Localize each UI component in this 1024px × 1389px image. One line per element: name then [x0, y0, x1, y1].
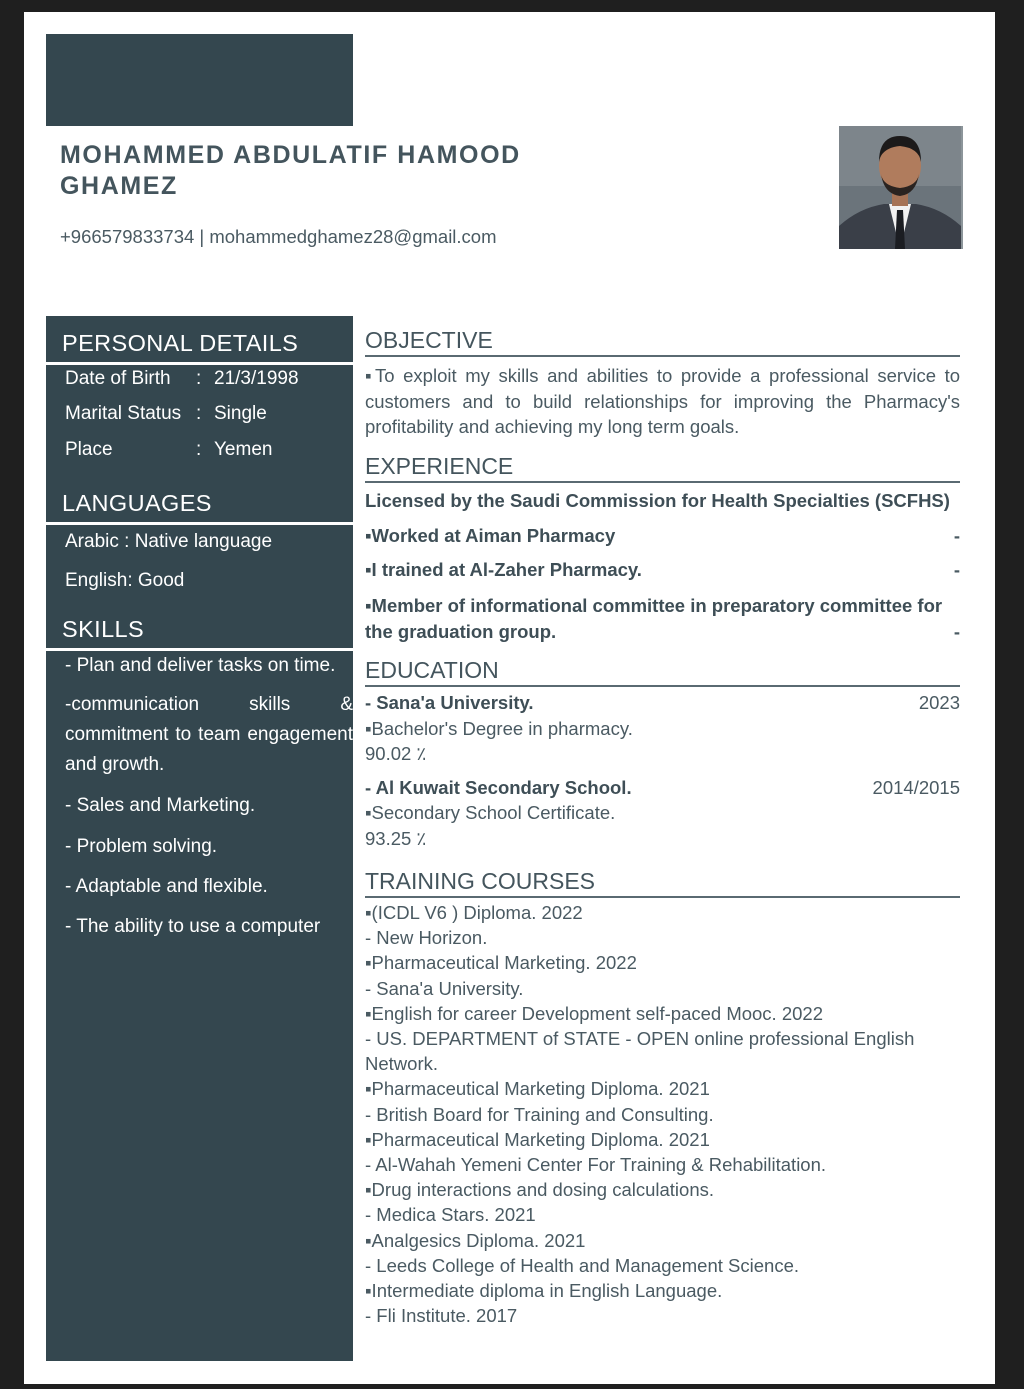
experience-heading: EXPERIENCE [365, 452, 960, 483]
experience-dash: - [953, 559, 960, 580]
skill-item: - Problem solving. [65, 836, 218, 857]
education-grade: 90.02 ٪ [365, 743, 427, 764]
languages-heading: LANGUAGES [62, 490, 212, 516]
experience-dash: - [953, 525, 960, 546]
license-statement: Licensed by the Saudi Commission for Health Specialties (SCFHS) [365, 490, 950, 511]
experience-dash: - [953, 621, 960, 642]
education-degree: ▪Bachelor's Degree in pharmacy. [365, 718, 633, 739]
training-item: ▪Pharmaceutical Marketing Diploma. 2021 [365, 1128, 710, 1150]
dob-label: Date of Birth [65, 368, 171, 389]
education-grade: 93.25 ٪ [365, 828, 427, 849]
objective-text: ▪To exploit my skills and abilities to provide a professional service to customers and to build relationships for improving the Pharmacy's profitability and achieving my long term goals. [365, 365, 960, 437]
language-item: English: Good [65, 570, 185, 591]
training-item: ▪(ICDL V6 ) Diploma. 2022 [365, 902, 583, 923]
objective-heading: OBJECTIVE [365, 326, 960, 357]
training-item: - British Board for Training and Consulting. [365, 1103, 714, 1125]
portrait-icon [839, 126, 961, 249]
experience-item [365, 593, 960, 644]
personal-details-rule [46, 362, 353, 365]
skills-rule [46, 648, 353, 651]
candidate-name [60, 140, 620, 202]
experience-text: ▪Worked at Aiman Pharmacy [365, 525, 616, 546]
dob-colon: : [196, 368, 202, 389]
experience-text: ▪I trained at Al-Zaher Pharmacy. [365, 559, 642, 580]
languages-rule [46, 522, 353, 525]
training-item: - New Horizon. [365, 927, 488, 949]
skill-item: - The ability to use a computer [65, 916, 321, 937]
experience-item [365, 523, 960, 549]
skill-item: - Plan and deliver tasks on time. [65, 655, 336, 676]
place-label: Place [65, 439, 113, 460]
experience-text: ▪Member of informational committee in preparatory committee for the graduation group. [365, 595, 943, 642]
marital-status-label: Marital Status [65, 403, 182, 424]
header-color-block [46, 34, 353, 126]
main-column [365, 316, 960, 1366]
training-item: - Fli Institute. 2017 [365, 1305, 518, 1327]
skills-heading: SKILLS [62, 616, 145, 642]
training-item: ▪English for career Development self-paced Mooc. 2022 [365, 1002, 823, 1024]
name-line-1: MOHAMMED ABDULATIF HAMOOD [60, 141, 521, 169]
training-item: - Al-Wahah Yemeni Center For Training & Rehabilitation. [365, 1154, 827, 1176]
place-colon: : [196, 439, 202, 460]
language-item: Arabic : Native language [65, 531, 273, 552]
place-value: Yemen [214, 439, 273, 460]
skill-item: - Adaptable and flexible. [65, 876, 268, 897]
name-line-2: GHAMEZ [60, 172, 178, 200]
experience-item [365, 557, 960, 583]
skill-item: -communication skills & commitment to team engagement and growth. [65, 694, 353, 775]
skill-item: - Sales and Marketing. [65, 795, 256, 816]
profile-photo [839, 126, 961, 249]
resume-page [24, 12, 995, 1384]
education-year: 2023 [918, 692, 960, 713]
training-heading: TRAINING COURSES [365, 867, 960, 898]
sidebar [46, 316, 353, 1361]
training-item: - Leeds College of Health and Management Science. [365, 1254, 799, 1276]
training-item: ▪Pharmaceutical Marketing. 2022 [365, 952, 637, 974]
contact-info[interactable]: +966579833734 | mohammedghamez28@gmail.com [60, 226, 497, 247]
education-degree: ▪Secondary School Certificate. [365, 802, 616, 823]
training-item: ▪Drug interactions and dosing calculations. [365, 1179, 715, 1201]
training-list [365, 900, 960, 1328]
training-item: - Medica Stars. 2021 [365, 1204, 536, 1226]
training-item: ▪Analgesics Diploma. 2021 [365, 1229, 586, 1251]
photo-divider [961, 126, 963, 249]
training-item: ▪Intermediate diploma in English Language. [365, 1280, 723, 1302]
marital-status-colon: : [196, 403, 202, 424]
education-year: 2014/2015 [872, 777, 960, 798]
education-school: - Al Kuwait Secondary School. [365, 777, 632, 798]
training-item: ▪Pharmaceutical Marketing Diploma. 2021 [365, 1078, 710, 1100]
education-heading: EDUCATION [365, 656, 960, 687]
marital-status-value: Single [214, 403, 267, 424]
dob-value: 21/3/1998 [214, 368, 299, 389]
training-item: - US. DEPARTMENT of STATE - OPEN online professional English Network. [365, 1028, 915, 1075]
training-item: - Sana'a University. [365, 977, 524, 999]
personal-details-heading: PERSONAL DETAILS [62, 330, 299, 356]
education-school: - Sana'a University. [365, 692, 534, 713]
